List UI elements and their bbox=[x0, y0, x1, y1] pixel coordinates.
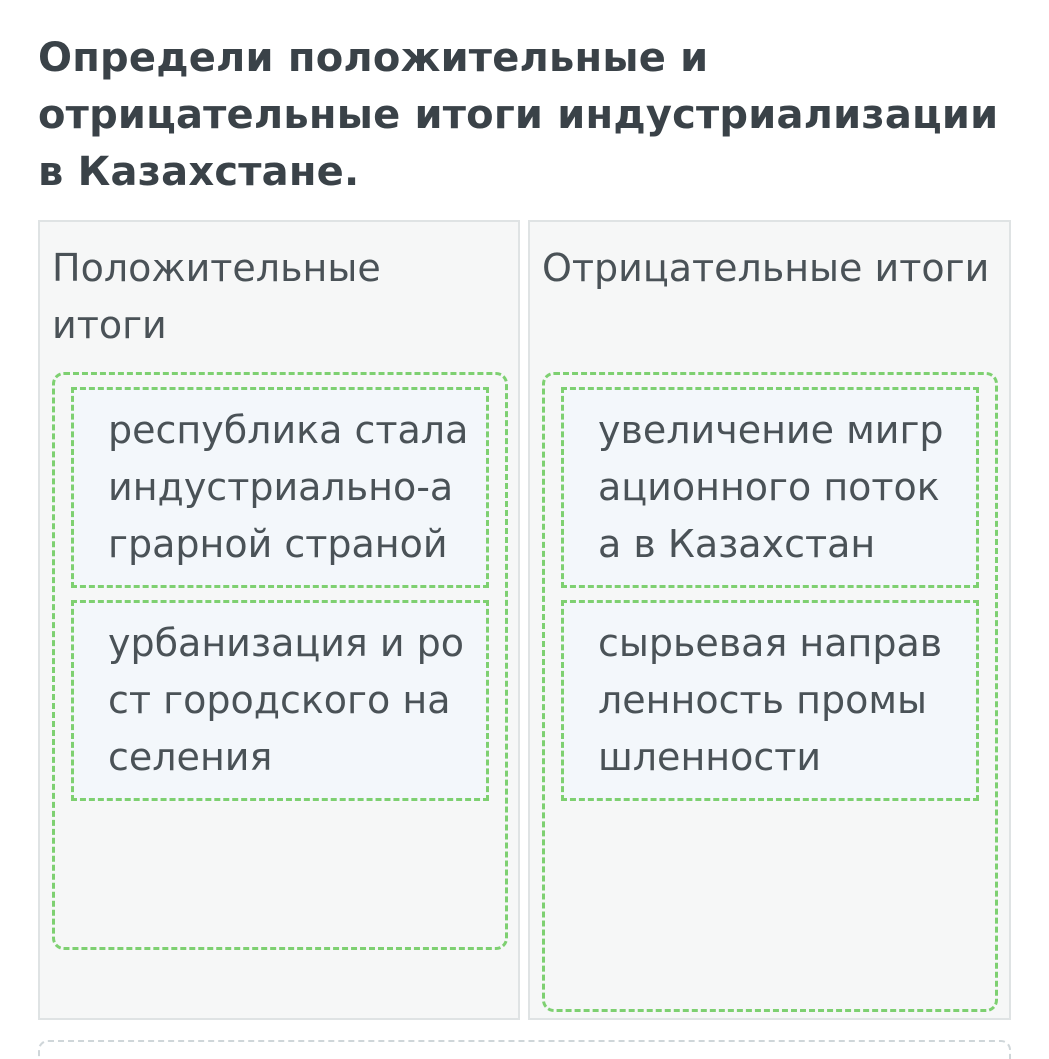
negative-column bbox=[528, 220, 1011, 1020]
answer-card[interactable] bbox=[561, 387, 979, 588]
negative-dropzone[interactable] bbox=[542, 372, 998, 1012]
question-title: Определи положительные и отрицательные итоги индустриализации в Казахстане. bbox=[38, 35, 999, 195]
column-title-negative: Отрицательные итоги bbox=[542, 246, 990, 290]
answer-card-text: сырьевая направленность промышленности bbox=[598, 621, 943, 779]
positive-dropzone[interactable] bbox=[52, 372, 508, 950]
positive-column bbox=[38, 220, 520, 1020]
answer-card-text: урбанизация и рост городского населения bbox=[108, 621, 465, 779]
answer-card[interactable] bbox=[561, 600, 979, 801]
answer-bank-dropzone[interactable] bbox=[38, 1040, 1011, 1059]
answer-card-text: республика стала индустриально-аграрной страной bbox=[108, 408, 469, 566]
answer-card[interactable] bbox=[71, 600, 489, 801]
answer-card-text: увеличение миграционного потока в Казахстан bbox=[598, 408, 944, 566]
column-title-positive: Положительные итоги bbox=[52, 246, 381, 347]
answer-card[interactable] bbox=[71, 387, 489, 588]
